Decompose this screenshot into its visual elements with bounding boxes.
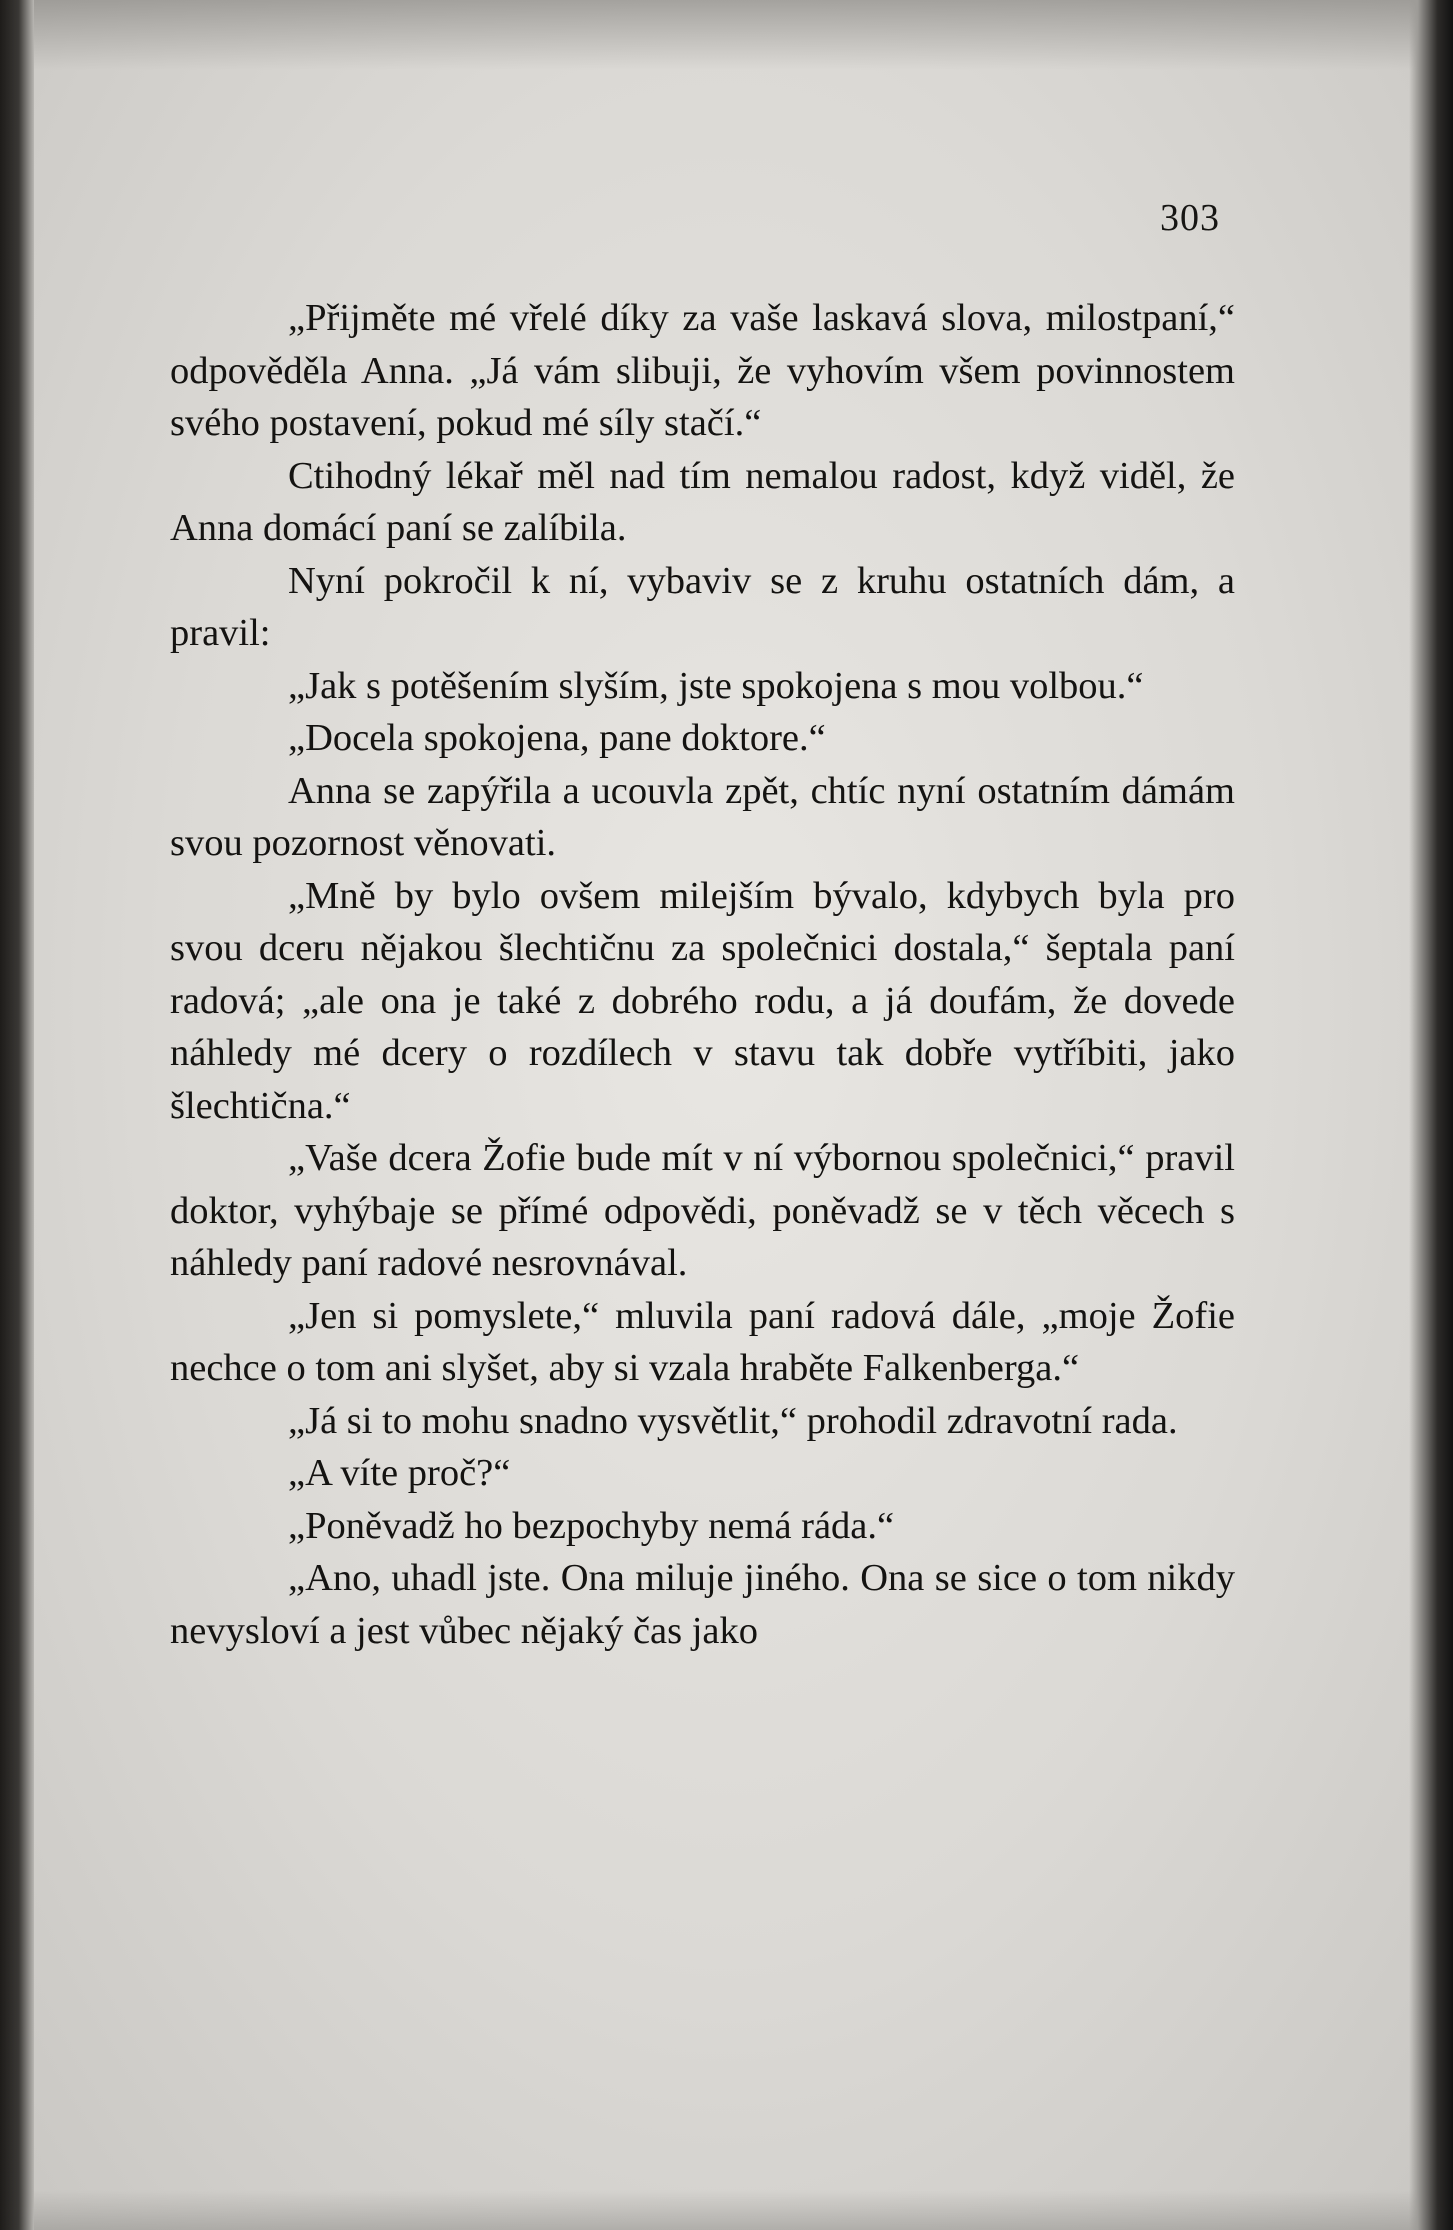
paragraph: „Jak s potěšením slyším, jste spokojena s mou volbou.“: [288, 664, 1144, 707]
page-top-shadow: [0, 0, 1453, 70]
paragraph: „A víte proč?“: [288, 1452, 511, 1494]
paragraph: „Přijměte mé vřelé díky za vaše laskavá slova, milostpaní,“ odpověděla Anna. „Já vám slibuji, že vyhovím všem povinnostem svého postavení, pokud mé síly stačí.“: [170, 297, 1235, 444]
paragraph: „Já si to mohu snadno vysvětlit,“ prohodil zdravotní rada.: [288, 1399, 1178, 1442]
paragraph: „Jen si pomyslete,“ mluvila paní radová dále, „moje Žofie nechce o tom ani slyšet, aby si vzala hraběte Falkenberga.“: [170, 1294, 1235, 1389]
page-left-edge: [0, 0, 34, 2230]
paragraph: Ctihodný lékař měl nad tím nemalou radost, když viděl, že Anna domácí paní se zalíbila.: [170, 454, 1235, 549]
paragraph: Anna se zapýřila a ucouvla zpět, chtíc nyní ostatním dámám svou pozornost věnovati.: [170, 769, 1235, 864]
paragraph: Nyní pokročil k ní, vybaviv se z kruhu ostatních dám, a pravil:: [170, 559, 1235, 654]
paragraph: „Poněvadž ho bezpochyby nemá ráda.“: [288, 1504, 895, 1547]
body-text: [170, 292, 1235, 1657]
page-right-edge: [1409, 0, 1453, 2230]
page-number: 303: [1160, 197, 1220, 239]
paragraph: „Vaše dcera Žofie bude mít v ní výbornou společnici,“ pravil doktor, vyhýbaje se přímé odpovědi, poněvadž se v těch věcech s náhledy paní radové nesrovnával.: [170, 1137, 1235, 1284]
paragraph: „Mně by bylo ovšem milejším bývalo, kdybych byla pro svou dceru nějakou šlechtičnu za společnici dostala,“ šeptala paní radová; „ale ona je také z dobrého rodu, a já doufám, že dovede náhledy mé dcery o rozdílech v stavu tak dobře vytříbiti, jako šlechtična.“: [170, 874, 1235, 1127]
page-bottom-shadow: [0, 2190, 1453, 2230]
paragraph: „Ano, uhadl jste. Ona miluje jiného. Ona se sice o tom nikdy nevysloví a jest vůbec nějaký čas jako: [170, 1557, 1235, 1652]
paragraph: „Docela spokojena, pane doktore.“: [288, 717, 826, 759]
